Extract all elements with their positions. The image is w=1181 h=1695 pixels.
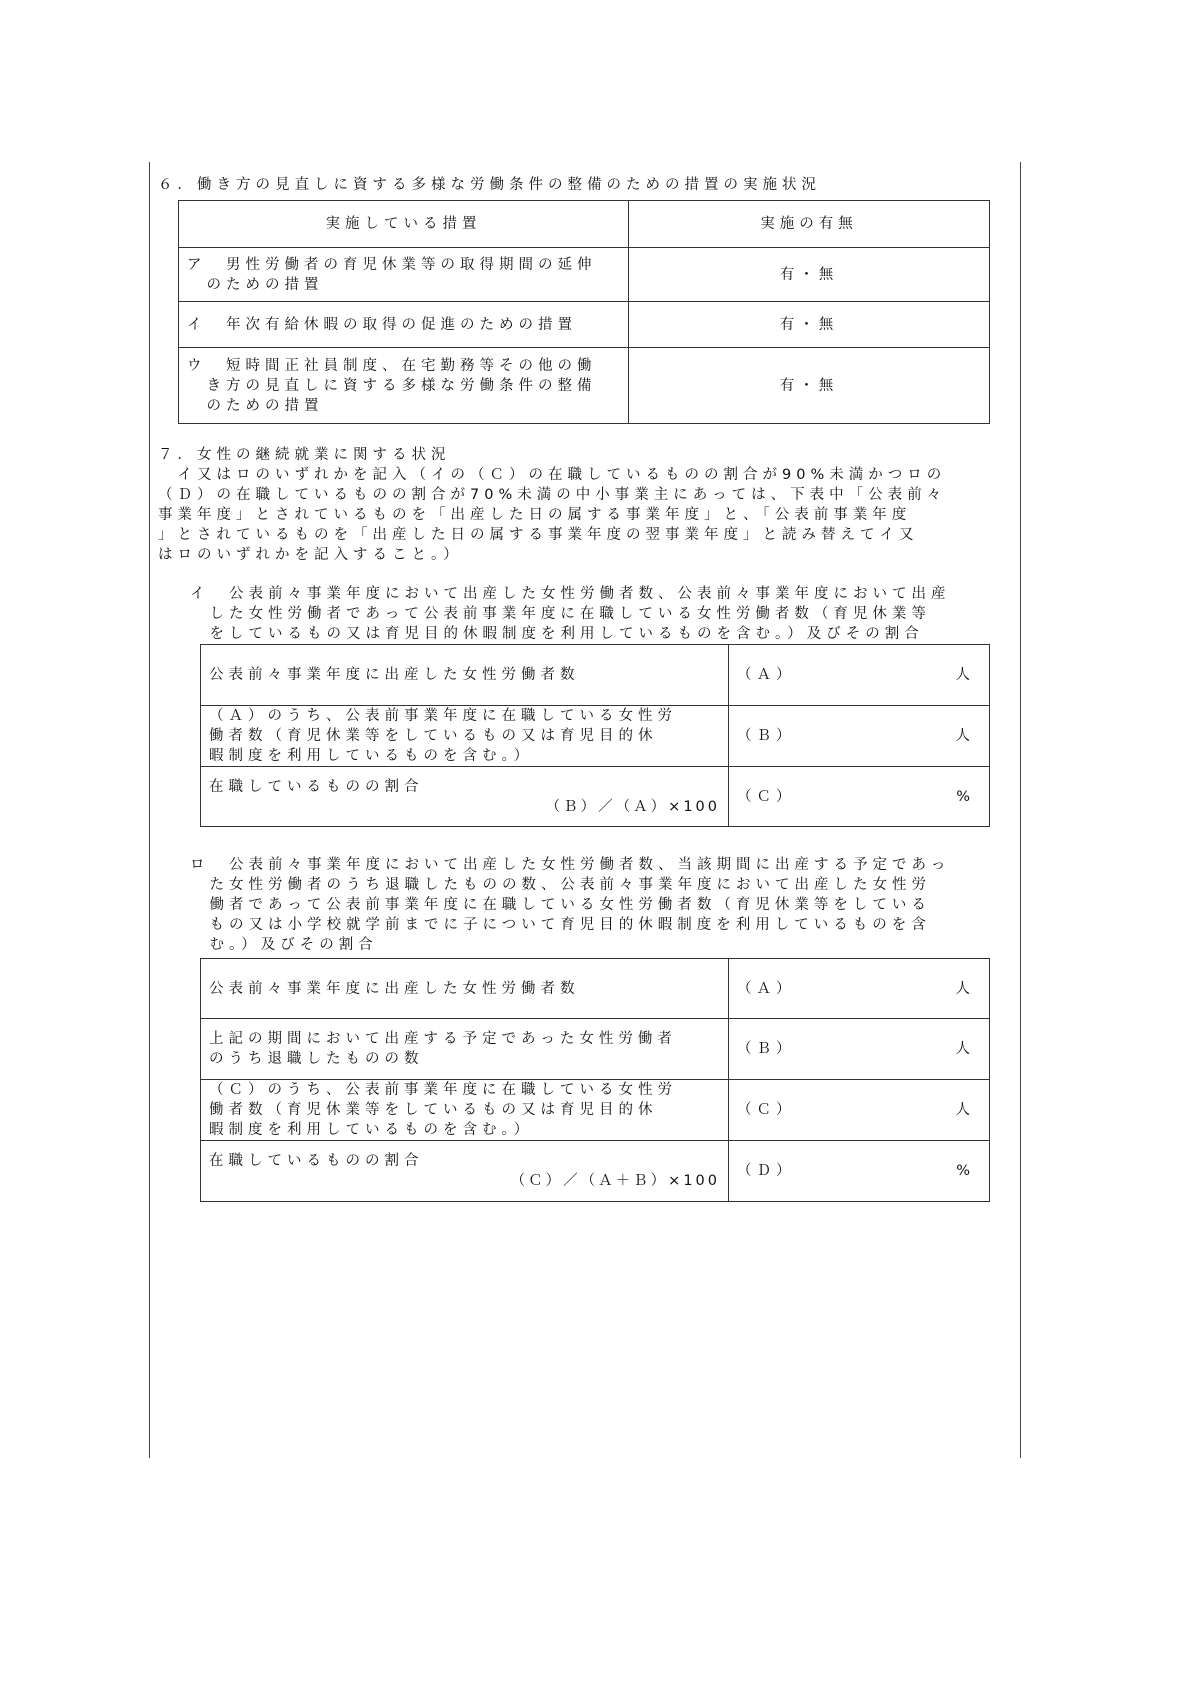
option-i-table bbox=[200, 644, 990, 827]
option-ro-description: ロ 公表前々事業年度において出産した女性労働者数、当該期間に出産する予定であっ た女性労働者のうち退職したものの数、公表前々事業年度において出産した女性労 働者であって公表前事業年度に在職している女性労働者数（育児休業等をしている もの又は小学校就学前までに子について育児目的休暇制度を利用しているものを含 む。）及びその割合 bbox=[190, 857, 951, 953]
row-label: 上記の期間において出産する予定であった女性労働者 のうち退職したものの数 bbox=[201, 1019, 729, 1080]
option-ro-table bbox=[200, 958, 990, 1202]
measure-a: ア 男性労働者の育児休業等の取得期間の延伸 のための措置 bbox=[179, 248, 629, 302]
input-cell-b[interactable]: （Ｂ） 人 bbox=[729, 706, 990, 767]
section-7-note: イ又はロのいずれかを記入（イの（Ｃ）の在職しているものの割合が90%未満かつロの （Ｄ）の在職しているものの割合が70%未満の中小事業主にあっては、下表中「公表前々 事業年度」とされているものを「出産した日の属する事業年度」と、「公表前事業年度 」とされているものを「出産した日の属する事業年度の翌事業年度」と読み替えてイ又 はロのいずれかを記入すること。） bbox=[158, 467, 947, 563]
row-label: （Ａ）のうち、公表前事業年度に在職している女性労 働者数（育児休業等をしているもの又は育児目的休 暇制度を利用しているものを含む。） bbox=[201, 706, 729, 767]
formula: （Ｂ）／（Ａ）×100 bbox=[545, 798, 720, 815]
yes-no-choice-a[interactable]: 有・無 bbox=[629, 248, 990, 302]
input-cell-d[interactable]: （Ｄ） % bbox=[729, 1141, 990, 1202]
formula: （Ｃ）／（Ａ＋Ｂ）×100 bbox=[510, 1173, 720, 1189]
row-label: 公表前々事業年度に出産した女性労働者数 bbox=[201, 959, 729, 1019]
measures-table bbox=[178, 200, 990, 424]
section-7-heading: ７．女性の継続就業に関する状況 bbox=[158, 447, 451, 463]
input-cell-c[interactable]: （Ｃ） 人 bbox=[729, 1080, 990, 1141]
section-6-heading: ６．働き方の見直しに資する多様な労働条件の整備のための措置の実施状況 bbox=[158, 177, 821, 193]
table-row bbox=[201, 1080, 990, 1141]
table-row bbox=[179, 348, 990, 424]
table-row bbox=[201, 959, 990, 1019]
row-label: 在職しているものの割合 （Ｃ）／（Ａ＋Ｂ）×100 bbox=[201, 1141, 729, 1202]
yes-no-choice-u[interactable]: 有・無 bbox=[629, 348, 990, 424]
input-cell-a[interactable]: （Ａ） 人 bbox=[729, 645, 990, 706]
row-label: （Ｃ）のうち、公表前事業年度に在職している女性労 働者数（育児休業等をしているもの又は育児目的休 暇制度を利用しているものを含む。） bbox=[201, 1080, 729, 1141]
row-label: 公表前々事業年度に出産した女性労働者数 bbox=[201, 645, 729, 706]
row-label: 在職しているものの割合 （Ｂ）／（Ａ）×100 bbox=[201, 767, 729, 827]
yes-no-choice-i[interactable]: 有・無 bbox=[629, 302, 990, 348]
input-cell-b[interactable]: （Ｂ） 人 bbox=[729, 1019, 990, 1080]
option-i-description: イ 公表前々事業年度において出産した女性労働者数、公表前々事業年度において出産 した女性労働者であって公表前事業年度に在職している女性労働者数（育児休業等 をしているもの又は育児目的休暇制度を利用しているものを含む。）及びその割合 bbox=[190, 586, 951, 642]
measure-i: イ 年次有給休暇の取得の促進のための措置 bbox=[179, 302, 629, 348]
table-row bbox=[201, 767, 990, 827]
table-row bbox=[201, 645, 990, 706]
table-row bbox=[201, 706, 990, 767]
col-header-measures: 実施している措置 bbox=[179, 201, 629, 248]
input-cell-a[interactable]: （Ａ） 人 bbox=[729, 959, 990, 1019]
col-header-implemented: 実施の有無 bbox=[629, 201, 990, 248]
input-cell-c[interactable]: （Ｃ） % bbox=[729, 767, 990, 827]
table-row bbox=[179, 248, 990, 302]
measure-u: ウ 短時間正社員制度、在宅勤務等その他の働 き方の見直しに資する多様な労働条件の整備 のための措置 bbox=[179, 348, 629, 424]
table-row bbox=[201, 1141, 990, 1202]
table-row bbox=[179, 302, 990, 348]
table-row bbox=[201, 1019, 990, 1080]
